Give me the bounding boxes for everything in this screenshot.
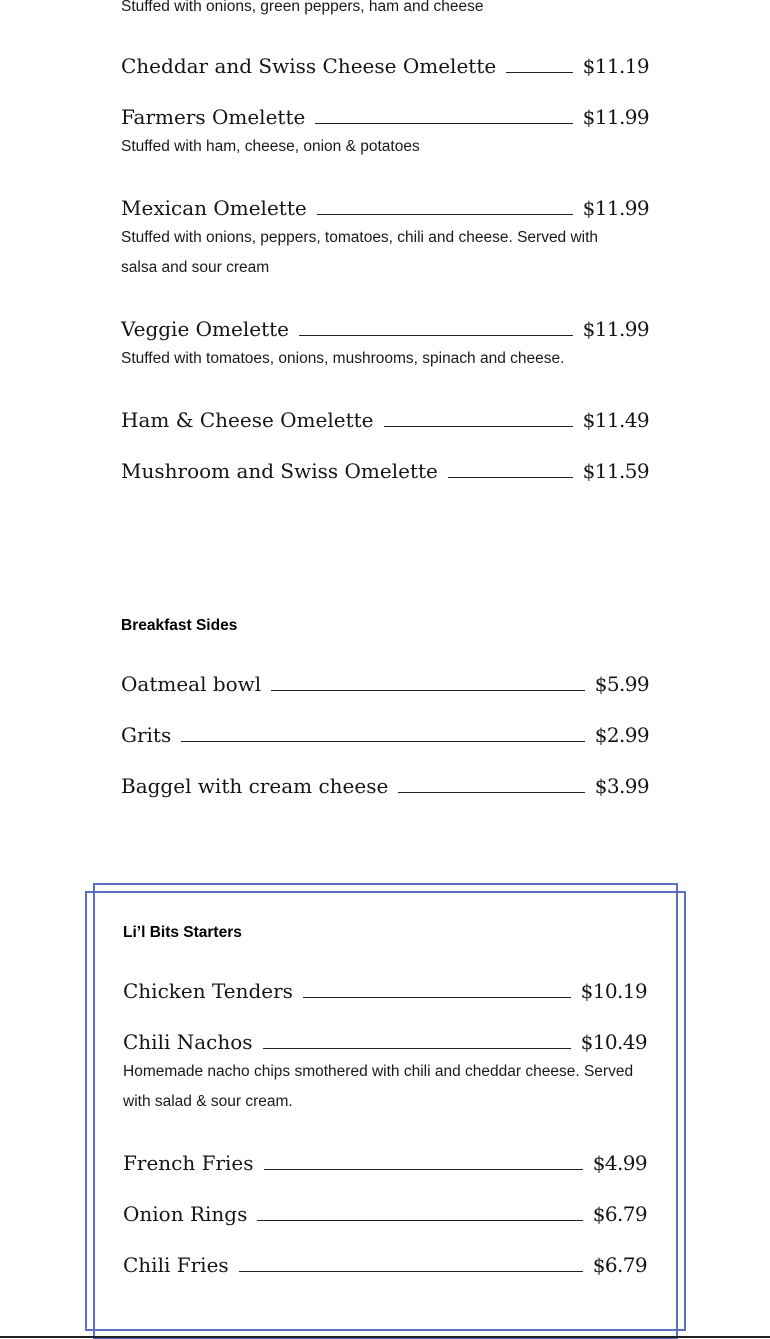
page-bottom-rule [0,1336,770,1338]
section-heading-lil-bits-starters: Li’l Bits Starters [123,924,242,941]
item-price: $4.99 [592,1151,647,1175]
dotted-leader [398,791,584,793]
item-price: $11.99 [582,196,649,220]
item-price: $2.99 [594,723,649,747]
item-price: $6.79 [592,1202,647,1226]
dotted-leader [257,1219,582,1221]
menu-item-chicken-tenders [123,971,647,1003]
item-description: Homemade nacho chips smothered with chili and cheddar cheese. Served with salad & sour cream. [123,1063,634,1110]
item-name: Farmers Omelette [121,105,306,129]
menu-item-baggel-cream-cheese [121,766,649,798]
menu-item-ham-cheese-omelette [121,400,649,432]
dotted-leader [506,71,572,73]
item-name: Baggel with cream cheese [121,774,389,798]
dotted-leader [317,213,573,215]
menu-item-grits [121,715,649,747]
item-name: Cheddar and Swiss Cheese Omelette [121,54,497,78]
item-name: Chili Nachos [123,1030,253,1054]
item-price: $11.59 [582,459,649,483]
item-description: Stuffed with ham, cheese, onion & potatoes [121,138,420,155]
menu-item-farmers-omelette [121,97,649,129]
dotted-leader [271,689,585,691]
item-price: $11.49 [582,408,649,432]
item-price: $11.99 [582,105,649,129]
dotted-leader [181,740,585,742]
item-name: Ham & Cheese Omelette [121,408,374,432]
dotted-leader [263,1047,571,1049]
item-description: Stuffed with onions, peppers, tomatoes, chili and cheese. Served with salsa and sour cream [121,229,599,276]
item-price: $11.19 [582,54,649,78]
dotted-leader [384,425,573,427]
item-name: French Fries [123,1151,254,1175]
item-price: $6.79 [592,1253,647,1277]
menu-item-mexican-omelette [121,188,649,220]
item-price: $5.99 [594,672,649,696]
item-name: Onion Rings [123,1202,248,1226]
item-description: Stuffed with onions, green peppers, ham and cheese [121,0,484,15]
dotted-leader [264,1168,583,1170]
item-name: Chicken Tenders [123,979,293,1003]
dotted-leader [315,122,572,124]
menu-item-mushroom-swiss-omelette [121,451,649,483]
item-description: Stuffed with tomatoes, onions, mushrooms, spinach and cheese. [121,350,565,367]
dotted-leader [299,334,573,336]
section-heading-breakfast-sides: Breakfast Sides [121,617,238,634]
menu-item-cheddar-swiss-omelette [121,46,649,78]
item-name: Veggie Omelette [121,317,289,341]
dotted-leader [303,996,571,998]
item-price: $3.99 [594,774,649,798]
item-name: Mexican Omelette [121,196,307,220]
menu-item-chili-fries [123,1245,647,1277]
item-name: Grits [121,723,172,747]
item-name: Mushroom and Swiss Omelette [121,459,438,483]
menu-item-chili-nachos [123,1022,647,1054]
menu-item-onion-rings [123,1194,647,1226]
item-price: $10.49 [580,1030,647,1054]
item-name: Chili Fries [123,1253,229,1277]
dotted-leader [448,476,573,478]
menu-item-veggie-omelette [121,309,649,341]
menu-item-oatmeal-bowl [121,664,649,696]
menu-item-french-fries [123,1143,647,1175]
item-price: $11.99 [582,317,649,341]
item-name: Oatmeal bowl [121,672,262,696]
dotted-leader [239,1270,583,1272]
item-price: $10.19 [580,979,647,1003]
